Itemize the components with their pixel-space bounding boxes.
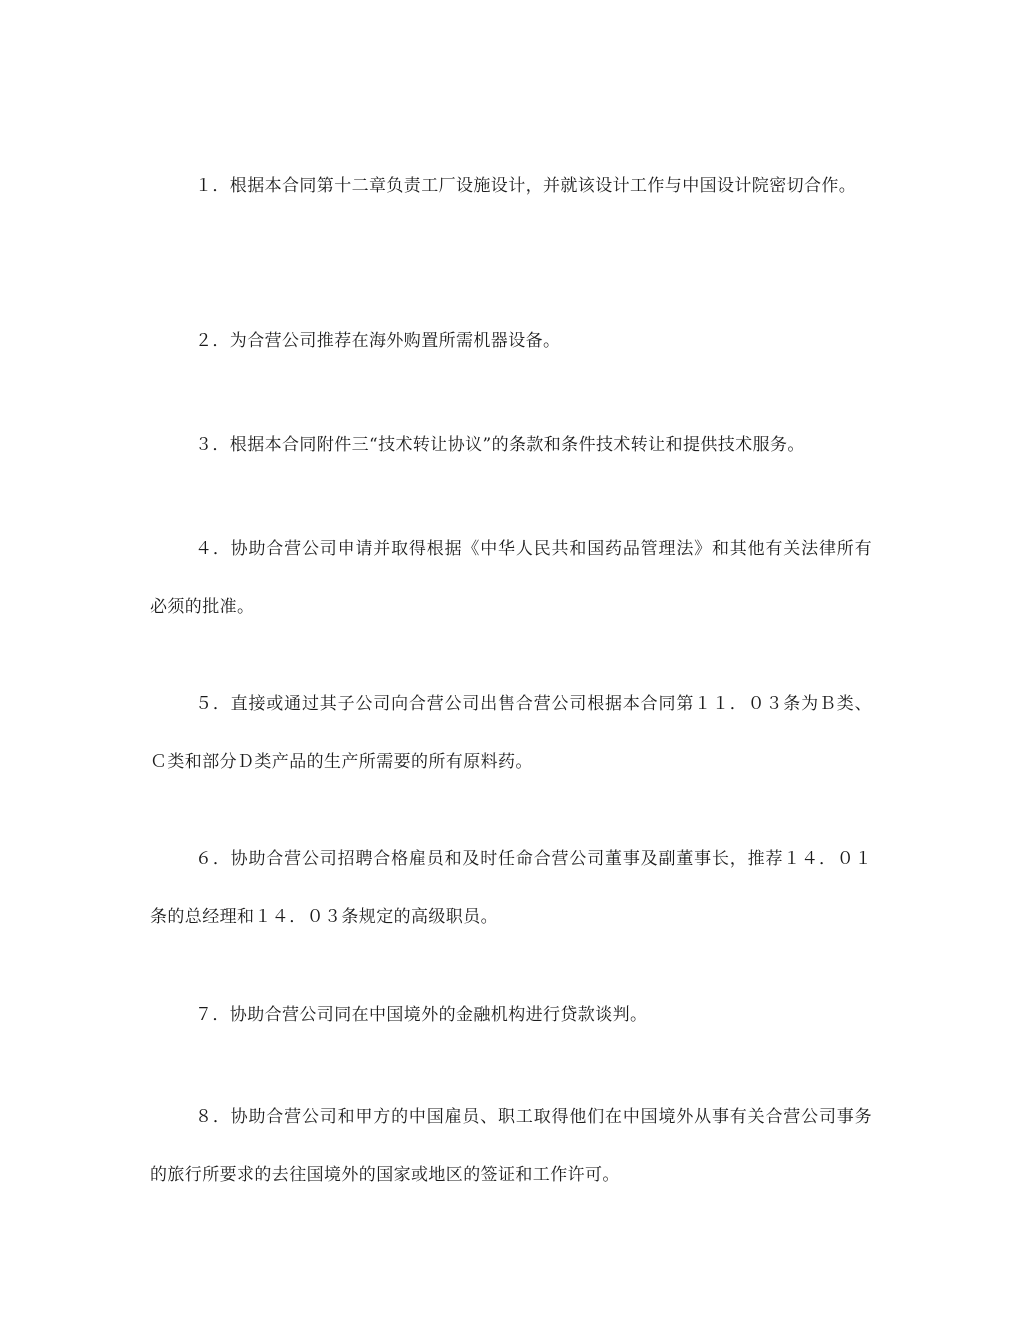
clause-4: ４．协助合营公司申请并取得根据《中华人民共和国药品管理法》和其他有关法律所有必须的批准。: [150, 539, 872, 617]
clause-1: １．根据本合同第十二章负责工厂设施设计，并就该设计工作与中国设计院密切合作。: [195, 176, 857, 196]
clause-2: ２．为合营公司推荐在海外购置所需机器设备。: [195, 331, 561, 351]
clause-6: ６．协助合营公司招聘合格雇员和及时任命合营公司董事及副董事长，推荐１４．０１条的总经理和１４．０３条规定的高级职员。: [150, 849, 872, 927]
clause-3: ３．根据本合同附件三“技术转让协议”的条款和条件技术转让和提供技术服务。: [195, 435, 805, 455]
clause-8: ８．协助合营公司和甲方的中国雇员、职工取得他们在中国境外从事有关合营公司事务的旅行所要求的去往国境外的国家或地区的签证和工作许可。: [150, 1107, 872, 1185]
clause-7: ７．协助合营公司同在中国境外的金融机构进行贷款谈判。: [195, 1005, 648, 1025]
clause-5: ５．直接或通过其子公司向合营公司出售合营公司根据本合同第１１．０３条为Ｂ类、Ｃ类和部分Ｄ类产品的生产所需要的所有原料药。: [150, 694, 872, 772]
